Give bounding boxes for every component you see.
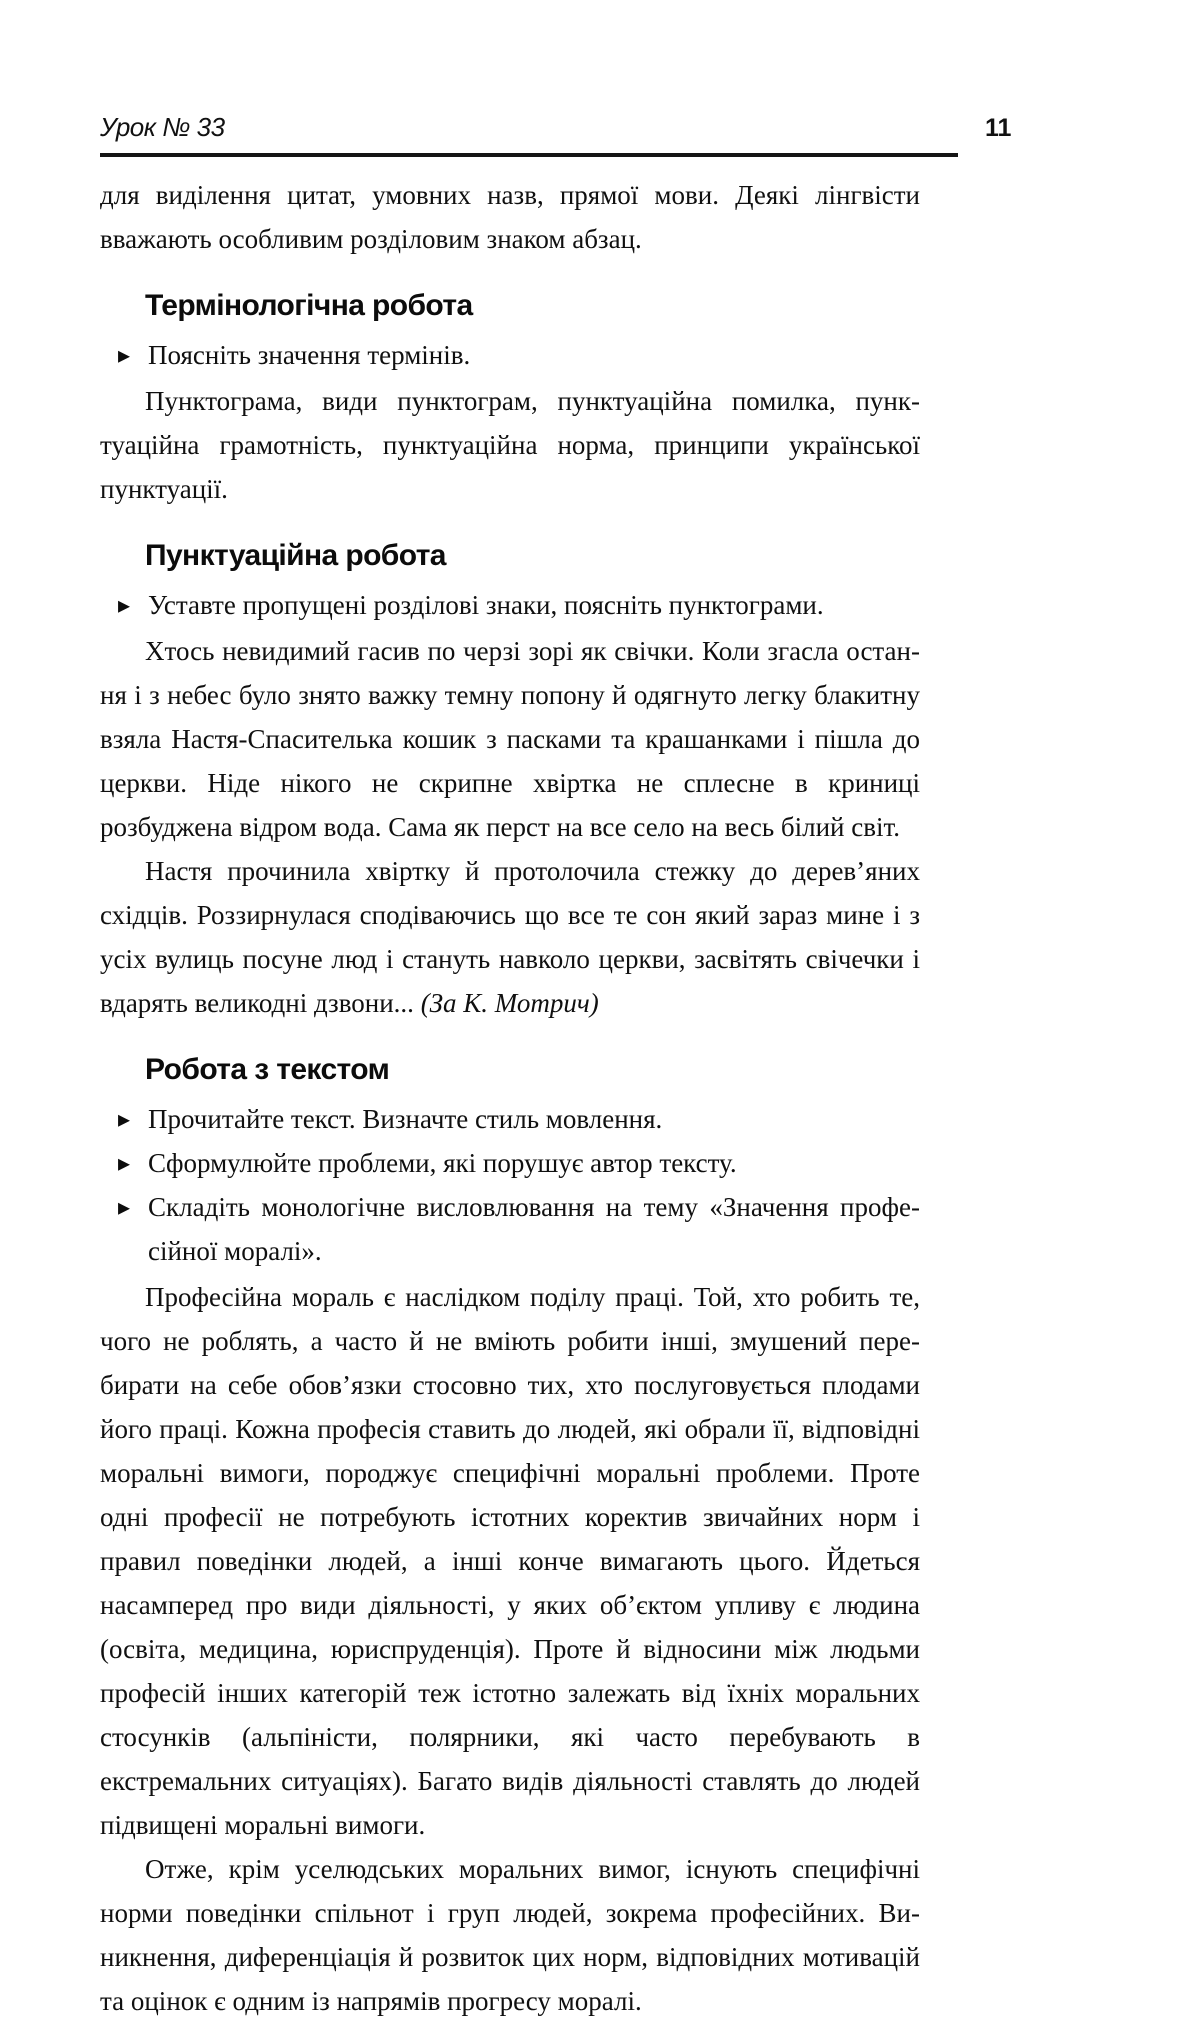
triangle-bullet-icon: ▸ (118, 1193, 131, 1221)
page-header (100, 112, 1012, 157)
document-page (100, 112, 1012, 2023)
triangle-bullet-icon: ▸ (118, 1105, 131, 1133)
exercise-paragraph-text: Настя прочинила хвіртку й протолочила стежку до дерев’яних східців. Роззирнулася сподіваючись що все те сон який зараз мине і з усіх вулиць посуне люд і стануть навколо церкви, засвітять свічечки і вдарять великодні дзвони... (100, 856, 920, 1018)
lesson-label: Урок № 33 (100, 112, 225, 142)
terms-paragraph: Пунктограма, види пунктограм, пунктуаційна помилка, пунктуаційна грамотність, пунктуаційна норма, принципи української пунктуації. (100, 386, 920, 504)
task-text: Складіть монологічне висловлювання на тему «Значення професійної моралі». (148, 1192, 920, 1266)
intro-paragraph: для виділення цитат, умовних назв, прямої мови. Деякі лінгвісти вважають особливим розділовим знаком абзац. (100, 180, 920, 254)
task-item (100, 1141, 920, 1185)
exercise-paragraph: Хтось невидимий гасив по черзі зорі як свічки. Коли згасла остання і з небес було знято важку темну попону й одягнуто легку блакитну взяла Настя-Спасителька кошик з пасками та крашанками і пішла до церкви. Ніде нікого не скрипне хвіртка не сплесне в криниці розбуджена відром вода. Сама як перст на все село на весь білий світ. (100, 636, 920, 842)
section-heading-terminology: Термінологічна робота (145, 289, 473, 322)
task-item (100, 1185, 920, 1273)
exercise-paragraph (100, 849, 920, 1025)
task-item (100, 333, 920, 377)
task-text: Прочитайте текст. Визначте стиль мовлення. (148, 1104, 663, 1134)
triangle-bullet-icon: ▸ (118, 341, 131, 369)
section-heading-punctuation: Пунктуаційна робота (145, 539, 446, 572)
task-text: Поясніть значення термінів. (148, 340, 471, 370)
page-number: 11 (985, 114, 1012, 142)
task-item (100, 1097, 920, 1141)
header-rule (100, 153, 958, 157)
section-heading-text-work: Робота з текстом (145, 1053, 390, 1086)
triangle-bullet-icon: ▸ (118, 591, 131, 619)
triangle-bullet-icon: ▸ (118, 1149, 131, 1177)
task-list (100, 1097, 920, 1273)
reading-text-paragraph: Отже, крім уселюдських моральних вимог, існують специфічні норми поведінки спільнот і груп людей, зокрема професійних. Виникнення, диференціація й розвиток цих норм, відповідних мотивацій та оцінок є одним із напрямів прогресу моралі. (100, 1854, 920, 2016)
reading-text-paragraph: Професійна мораль є наслідком поділу праці. Той, хто робить те, чого не роблять, а часто й не вміють робити інші, змушений перебирати на себе обов’язки стосовно тих, хто послуговується плодами його праці. Кожна професія ставить до людей, які обрали її, відповідні моральні вимоги, породжує специфічні моральні проблеми. Проте одні професії не потребують істотних коректив звичайних норм і правил поведінки людей, а інші конче вимагають цього. Йдеться насамперед про види діяльності, у яких об’єктом упливу є людина (освіта, медицина, юриспруденція). Проте й відносини між людьми професій інших категорій теж істотно залежать від їхніх моральних стосунків (альпіністи, полярники, які часто перебувають в екстремальних ситуаціях). Багато видів діяльності ставлять до людей підвищені моральні вимоги. (100, 1282, 920, 1840)
task-list (100, 583, 920, 627)
task-item (100, 583, 920, 627)
task-list (100, 333, 920, 377)
task-text: Сформулюйте проблеми, які порушує автор тексту. (148, 1148, 737, 1178)
attribution: (За К. Мотрич) (420, 988, 599, 1018)
task-text: Уставте пропущені розділові знаки, поясніть пунктограми. (148, 590, 824, 620)
